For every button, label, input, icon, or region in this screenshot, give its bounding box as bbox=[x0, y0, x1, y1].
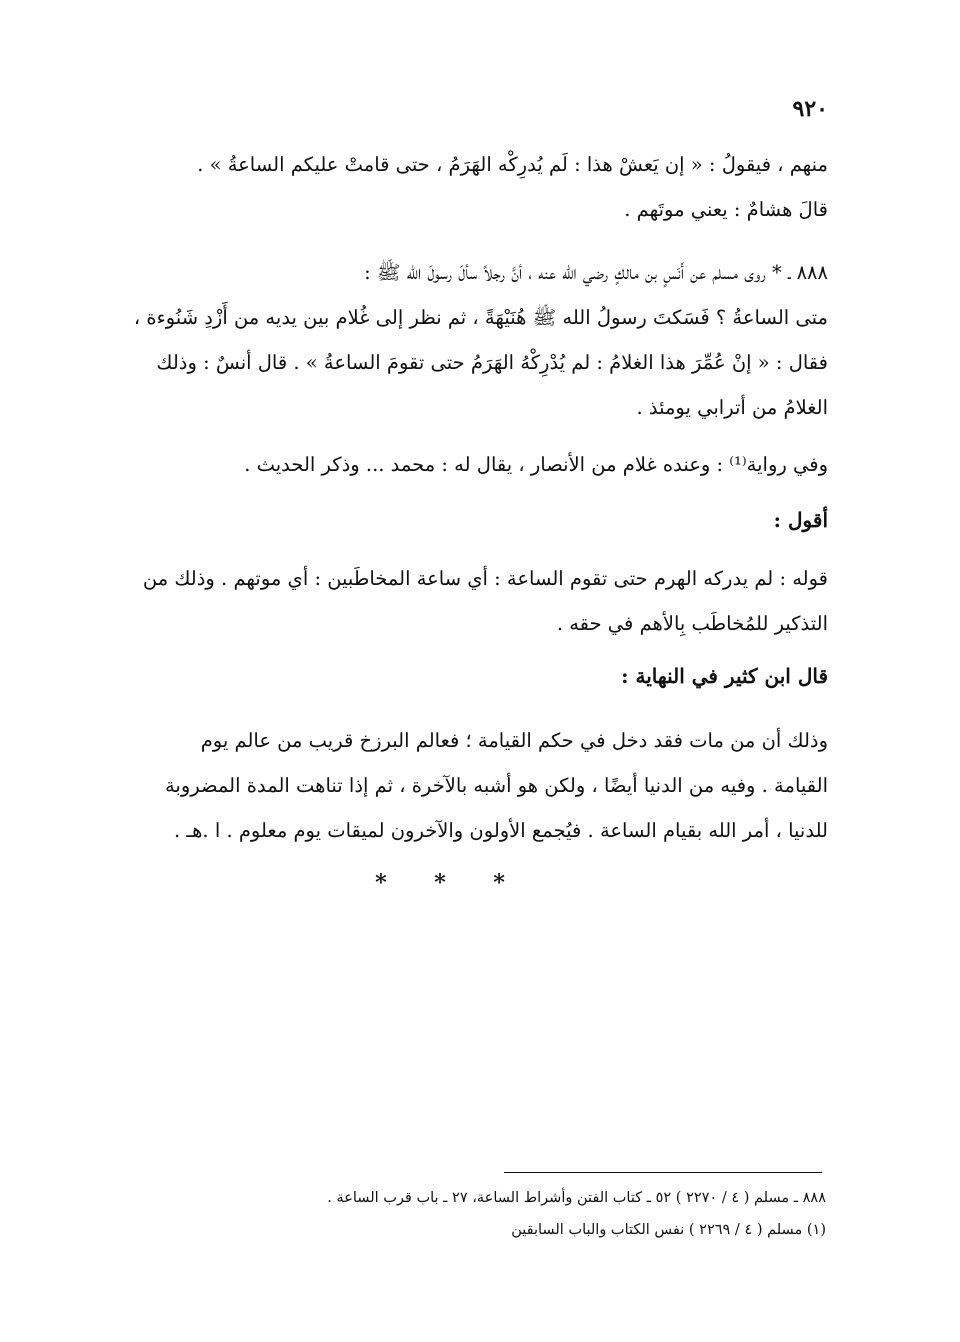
riwaya-paragraph bbox=[106, 442, 828, 487]
ibn-kathir-line: القيامة . وفيه من الدنيا أيضًا ، ولكن هو أشبه بالآخرة ، ثم إذا تناهت المدة المضروبة bbox=[164, 774, 828, 797]
footnote-divider bbox=[504, 1172, 822, 1173]
qawluhu-line: قوله : لم يدركه الهرم حتى تقوم الساعة : أي ساعة المخاطَبين : أي موتهم . وذلك من bbox=[142, 567, 828, 590]
section-separator: * * * bbox=[375, 870, 525, 896]
footnote-line: ٨٨٨ ـ مسلم ( ٤ / ٢٢٧٠ ) ٥٢ ـ كتاب الفتن وأشراط الساعة، ٢٧ ـ باب قرب الساعة . bbox=[327, 1190, 826, 1206]
ibn-kathir-line: وذلك أن من مات فقد دخل في حكم القيامة ؛ فعالم البرزخ قريب من عالم يوم bbox=[200, 729, 828, 752]
ibn-kathir-paragraph bbox=[106, 718, 828, 853]
ibn-kathir-line: للدنيا ، أمر الله بقيام الساعة . فيُجمع الأولون والآخرون لميقات يوم معلوم . ا .هـ . bbox=[174, 819, 828, 842]
hadith-line: متى الساعةُ ؟ فَسَكتَ رسولُ الله ﷺ هُنَيْهَةً ، ثم نظر إلى غُلام بين يديه من أَزْدِ شَنُوءة ، bbox=[133, 306, 828, 329]
ibn-kathir-heading: قال ابن كثير في النهاية : bbox=[621, 664, 828, 688]
intro-paragraph bbox=[106, 142, 828, 232]
page-number: ٩٢٠ bbox=[792, 96, 828, 122]
hadith-paragraph bbox=[106, 250, 828, 430]
footnotes bbox=[106, 1182, 826, 1246]
intro-line: منهم ، فيقولُ : « إن يَعشْ هذا : لَم يُدرِكْه الهَرَمُ ، حتى قامتْ عليكم الساعةُ » . bbox=[197, 153, 828, 176]
hadith-line: الغلامُ من أترابي يومئذ . bbox=[636, 396, 828, 419]
hadith-line: فقال : « إنْ عُمِّرَ هذا الغلامُ : لم يُدْرِكْهُ الهَرَمُ حتى تقومَ الساعةُ » . قال أنسٌ : وذلك bbox=[156, 351, 828, 374]
riwaya-line: وفي رواية⁽¹⁾ : وعنده غلام من الأنصار ، يقال له : محمد ... وذكر الحديث . bbox=[244, 453, 828, 476]
aqul-heading: أقول : bbox=[773, 508, 828, 532]
intro-line: قالَ هشامٌ : يعني موتَهم . bbox=[624, 198, 828, 221]
footnote-line: (١) مسلم ( ٤ / ٢٢٦٩ ) نفس الكتاب والباب السابقين bbox=[511, 1222, 826, 1238]
qawluhu-paragraph bbox=[106, 556, 828, 646]
hadith-line: ٨٨٨ ـ * روى مسلم عن أَنَسٍ بن مالكٍ رضي الله عنه ، أنَّ رجلاً سألَ رسولَ الله ﷺ : bbox=[364, 261, 828, 284]
qawluhu-line: التذكير للمُخاطَب بِالأهم في حقه . bbox=[556, 612, 828, 635]
